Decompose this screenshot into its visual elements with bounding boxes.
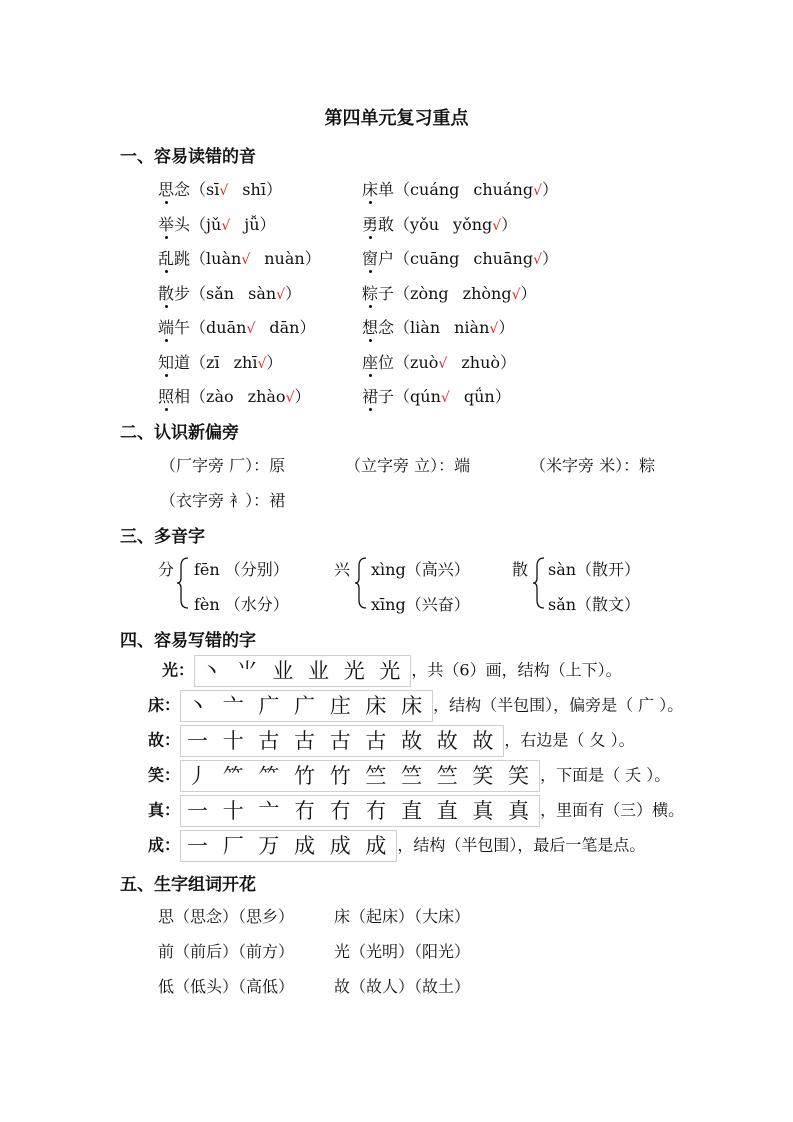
polyphone-char: 散 xyxy=(512,560,529,579)
word-rest: 敢 xyxy=(378,214,395,234)
paren-open: （ xyxy=(394,283,411,303)
stroke-row xyxy=(162,655,622,687)
word-rest: 位 xyxy=(378,352,395,372)
paren-close: ） xyxy=(265,180,282,199)
check-icon: √ xyxy=(221,217,231,234)
char-desc: ，结构（半包围），最后一笔是点。 xyxy=(397,835,646,855)
paren-open: （ xyxy=(394,352,411,372)
polyphone-reading: sǎn（散文） xyxy=(548,595,641,614)
pinyin-option-2: niàn xyxy=(454,318,490,337)
dotted-char: 床 xyxy=(362,180,379,199)
stroke-row xyxy=(148,725,635,757)
pronunciation-item xyxy=(362,246,558,269)
paren-open: （ xyxy=(394,387,411,406)
paren-open: （ xyxy=(394,214,411,234)
pinyin-option-1: zòng xyxy=(410,283,449,303)
dotted-char: 想 xyxy=(362,318,379,337)
word-group: 思（思念）（思乡） xyxy=(158,907,295,926)
pinyin-option-2: zhào xyxy=(247,387,286,406)
dotted-char: 知 xyxy=(158,352,175,372)
pronunciation-item xyxy=(158,315,315,338)
paren-close: ） xyxy=(541,180,558,199)
pinyin-option-1: cuáng xyxy=(410,180,460,199)
stroke-order-image: 丿 ⺮ ⺮ 竹 竹 竺 竺 竺 笑 笑 xyxy=(180,760,540,792)
stroke-order-image: 一 十 亠 冇 冇 冇 直 直 真 真 xyxy=(180,795,540,827)
check-icon: √ xyxy=(533,252,542,268)
word-group: 低（低头）（高低） xyxy=(158,977,295,996)
stroke-order-image: 丶 ⺌ 业 业 光 光 xyxy=(194,655,411,687)
paren-close: ） xyxy=(501,214,518,234)
paren-open: （ xyxy=(190,387,207,406)
brace-icon xyxy=(354,556,370,610)
pinyin-option-1: jǔ xyxy=(206,214,222,234)
dotted-char: 散 xyxy=(158,283,175,303)
pronunciation-item xyxy=(158,177,282,200)
pinyin-option-2: qǘn xyxy=(463,387,495,406)
word-rest: 步 xyxy=(174,283,191,303)
word-rest: 头 xyxy=(174,214,191,234)
pinyin-option-1: qún xyxy=(410,387,441,406)
page-title: 第四单元复习重点 xyxy=(324,108,469,129)
check-icon: √ xyxy=(438,355,448,372)
word-rest: 相 xyxy=(174,387,191,406)
stroke-order-image: 一 厂 万 成 成 成 xyxy=(180,830,397,862)
char-desc: ，里面有（三）横。 xyxy=(540,800,685,820)
pinyin-option-1: zī xyxy=(206,352,220,372)
stroke-row xyxy=(148,830,645,862)
char-desc: ，下面是（ 夭 ）。 xyxy=(540,765,671,785)
char-label: 床： xyxy=(148,695,181,715)
section-heading-polyphones: 三、多音字 xyxy=(120,527,205,547)
check-icon: √ xyxy=(241,252,251,268)
check-icon: √ xyxy=(440,390,450,406)
word-rest: 子 xyxy=(378,283,395,303)
polyphone-reading: xīng（兴奋） xyxy=(371,595,470,614)
stroke-order-image: 一 十 古 古 古 古 故 故 故 xyxy=(180,725,504,757)
pinyin-option-2: jǚ xyxy=(244,214,260,234)
pinyin-option-2: shī xyxy=(242,180,266,199)
paren-open: （ xyxy=(190,214,207,234)
pinyin-option-1: liàn xyxy=(410,318,441,337)
pinyin-option-2: zhòng xyxy=(462,283,512,303)
char-desc: ，共（6）画，结构（上下）。 xyxy=(411,660,622,680)
char-label: 故： xyxy=(148,730,181,750)
char-desc: ，结构（半包围），偏旁是（ 广 ）。 xyxy=(433,695,684,715)
pronunciation-item xyxy=(362,281,537,304)
paren-close: ） xyxy=(498,318,515,337)
pinyin-option-1: zuò xyxy=(410,352,439,372)
check-icon: √ xyxy=(219,183,229,199)
paren-open: （ xyxy=(190,249,207,268)
check-icon: √ xyxy=(285,390,295,406)
pronunciation-item xyxy=(362,384,511,407)
word-group: 前（前后）（前方） xyxy=(158,942,295,961)
pinyin-option-1: luàn xyxy=(206,249,242,268)
pronunciation-item xyxy=(158,350,282,373)
pinyin-option-2: zhuò xyxy=(461,352,501,372)
pronunciation-item xyxy=(158,384,311,407)
radical-item: （立字旁 立）：端 xyxy=(345,456,471,475)
polyphone-reading: xìng（高兴） xyxy=(371,560,470,579)
pronunciation-item xyxy=(362,212,517,235)
word-group: 床（起床）（大床） xyxy=(334,907,471,926)
paren-close: ） xyxy=(259,214,276,234)
char-label: 真： xyxy=(148,800,181,820)
paren-open: （ xyxy=(394,318,411,337)
pinyin-option-1: zào xyxy=(206,387,234,406)
section-heading-radicals: 二、认识新偏旁 xyxy=(120,423,239,443)
check-icon: √ xyxy=(533,183,542,199)
pinyin-option-2: zhī xyxy=(233,352,258,372)
char-label: 笑： xyxy=(148,765,181,785)
word-rest: 子 xyxy=(378,387,395,406)
paren-close: ） xyxy=(299,318,316,337)
pinyin-option-2: nuàn xyxy=(264,249,305,268)
dotted-char: 勇 xyxy=(362,214,379,234)
brace-icon xyxy=(176,556,192,610)
dotted-char: 座 xyxy=(362,352,379,372)
char-label: 光： xyxy=(162,660,195,680)
pinyin-option-1: sī xyxy=(206,180,220,199)
word-rest: 户 xyxy=(378,249,395,268)
radical-item: （衣字旁 衤）：裙 xyxy=(160,491,286,510)
pinyin-option-1: duān xyxy=(206,318,247,337)
pinyin-option-2: sàn xyxy=(248,283,277,303)
paren-open: （ xyxy=(190,352,207,372)
pronunciation-item xyxy=(158,212,276,235)
brace-icon xyxy=(532,556,548,610)
paren-close: ） xyxy=(294,387,311,406)
paren-close: ） xyxy=(304,249,321,268)
word-rest: 念 xyxy=(378,318,395,337)
polyphone-reading: fēn （分别） xyxy=(194,560,289,579)
check-icon: √ xyxy=(489,321,499,337)
dotted-char: 端 xyxy=(158,318,175,337)
paren-close: ） xyxy=(494,387,511,406)
check-icon: √ xyxy=(492,217,502,234)
paren-open: （ xyxy=(190,283,207,303)
word-group: 光（光明）（阳光） xyxy=(334,942,471,961)
check-icon: √ xyxy=(246,321,256,337)
pronunciation-item xyxy=(362,350,516,373)
check-icon: √ xyxy=(511,286,521,303)
dotted-char: 粽 xyxy=(362,283,379,303)
section-heading-tricky-chars: 四、容易写错的字 xyxy=(120,631,256,651)
word-rest: 道 xyxy=(174,352,191,372)
pinyin-option-1: sǎn xyxy=(206,283,235,303)
polyphone-char: 兴 xyxy=(334,560,351,579)
dotted-char: 照 xyxy=(158,387,175,406)
stroke-order-image: 丶 亠 广 广 庄 床 床 xyxy=(180,690,433,722)
paren-open: （ xyxy=(394,249,411,268)
pronunciation-item xyxy=(362,315,514,338)
pinyin-option-2: chuāng xyxy=(473,249,534,268)
dotted-char: 裙 xyxy=(362,387,379,406)
paren-close: ） xyxy=(285,283,302,303)
stroke-row xyxy=(148,795,684,827)
polyphone-char: 分 xyxy=(158,560,175,579)
section-heading-word-building: 五、生字组词开花 xyxy=(120,875,256,895)
radical-item: （米字旁 米）：粽 xyxy=(530,456,656,475)
word-rest: 念 xyxy=(174,180,191,199)
paren-open: （ xyxy=(190,180,207,199)
pinyin-option-1: cuāng xyxy=(410,249,460,268)
char-desc: ，右边是（ 夂 ）。 xyxy=(504,730,635,750)
paren-close: ） xyxy=(500,352,517,372)
word-rest: 跳 xyxy=(174,249,191,268)
paren-open: （ xyxy=(394,180,411,199)
char-label: 成： xyxy=(148,835,181,855)
pinyin-option-2: chuáng xyxy=(473,180,534,199)
pinyin-option-2: dān xyxy=(269,318,300,337)
paren-close: ） xyxy=(266,352,283,372)
dotted-char: 窗 xyxy=(362,249,379,268)
radical-item: （厂字旁 厂）：原 xyxy=(160,456,286,475)
dotted-char: 思 xyxy=(158,180,175,199)
paren-close: ） xyxy=(520,283,537,303)
paren-close: ） xyxy=(541,249,558,268)
polyphone-reading: fèn （水分） xyxy=(194,595,289,614)
stroke-row xyxy=(148,690,683,722)
word-rest: 午 xyxy=(174,318,191,337)
word-group: 故（故人）（故土） xyxy=(334,977,471,996)
polyphone-reading: sàn（散开） xyxy=(548,560,641,579)
pronunciation-item xyxy=(158,281,301,304)
pinyin-option-2: yǒng xyxy=(453,214,493,234)
word-rest: 单 xyxy=(378,180,395,199)
section-heading-pronunciation: 一、容易读错的音 xyxy=(120,147,256,167)
dotted-char: 举 xyxy=(158,214,175,234)
pinyin-option-1: yǒu xyxy=(410,214,440,234)
paren-open: （ xyxy=(190,318,207,337)
pronunciation-item xyxy=(362,177,558,200)
check-icon: √ xyxy=(276,286,286,303)
check-icon: √ xyxy=(257,355,267,372)
stroke-row xyxy=(148,760,670,792)
dotted-char: 乱 xyxy=(158,249,175,268)
pronunciation-item xyxy=(158,246,321,269)
